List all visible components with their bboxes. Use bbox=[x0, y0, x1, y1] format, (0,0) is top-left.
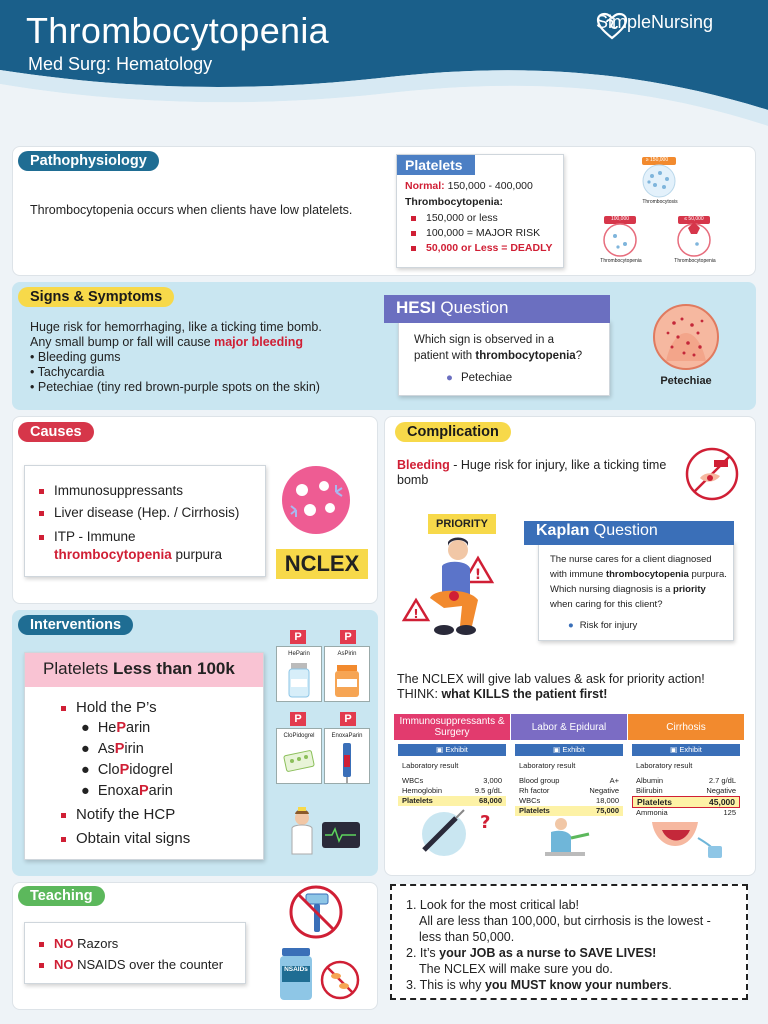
syringe-icon bbox=[394, 806, 510, 856]
platelet-level-item: 100,000 = MAJOR RISK bbox=[411, 226, 555, 241]
exhibit-tab[interactable]: ▣ Exhibit bbox=[515, 744, 623, 756]
lab-row: Albumin 2.7 g/dL bbox=[636, 776, 736, 785]
interventions-label: Interventions bbox=[18, 615, 133, 635]
thrombocytosis-caption: Thrombocytosis bbox=[642, 199, 678, 205]
drug-card-name: AsPirin bbox=[337, 651, 357, 657]
heart-logo-icon bbox=[596, 12, 628, 40]
p-badge: P bbox=[290, 712, 306, 726]
platelet-cluster-icon bbox=[280, 464, 352, 536]
takeaway-detail: All are less than 100,000, but cirrhosis is the lowest - less than 50,000. bbox=[419, 914, 711, 944]
pill-bottle-icon bbox=[325, 657, 369, 701]
platelet-level-item: 50,000 or Less = DEADLY bbox=[411, 241, 555, 256]
svg-text:!: ! bbox=[413, 607, 419, 621]
drug-item: ● AsPirin bbox=[81, 741, 144, 757]
lab-column-cirrhosis bbox=[628, 714, 744, 870]
lab-row-platelets: Platelets 68,000 bbox=[398, 796, 506, 806]
hesi-answer: ● Petechiae bbox=[446, 372, 513, 384]
nclex-badge: NCLEX bbox=[276, 549, 368, 579]
priority-badge: PRIORITY bbox=[428, 514, 496, 534]
ticking-bomb-icon bbox=[684, 446, 740, 502]
causes-label: Causes bbox=[18, 422, 94, 442]
takeaway-item: 1. Look for the most critical lab! bbox=[406, 898, 580, 912]
nclex-priority-note: The NCLEX will give lab values & ask for priority action! THINK: what KILLS the patient first! bbox=[397, 672, 705, 701]
vital-signs-item: Obtain vital signs bbox=[61, 828, 263, 849]
lab-row-platelets: Platelets 75,000 bbox=[515, 806, 623, 816]
kaplan-answer: ● Risk for injury bbox=[568, 620, 638, 631]
drug-card-name: CloPidogrel bbox=[283, 733, 315, 739]
normal-value: 150,000 - 400,000 bbox=[447, 180, 533, 192]
drug-card-name: EnoxaParin bbox=[331, 733, 363, 739]
lab-column-title: Cirrhosis bbox=[628, 714, 744, 740]
signs-symptoms-text bbox=[30, 320, 370, 395]
hesi-question-header: HESI Question bbox=[384, 295, 610, 323]
hesi-question-text: Which sign is observed in a patient with thrombocytopenia? bbox=[414, 334, 583, 362]
lab-row: Rh factor Negative bbox=[519, 786, 619, 795]
platelets-threshold-heading: Platelets Less than 100k bbox=[25, 653, 263, 687]
lab-column-labor-epidural bbox=[511, 714, 627, 870]
signs-bullet: • Petechiae (tiny red brown-purple spots on the skin) bbox=[30, 380, 320, 394]
page-header bbox=[0, 0, 768, 135]
thrombocytopenia-100k-badge: 100,000 bbox=[610, 216, 630, 222]
heparin-card bbox=[276, 646, 322, 702]
page-title: Thrombocytopenia bbox=[26, 10, 329, 51]
lab-column-title: Immunosuppressants & Surgery bbox=[394, 714, 510, 740]
drug-item: ● CloPidogrel bbox=[81, 762, 173, 778]
signs-bullet: • Bleeding gums bbox=[30, 350, 121, 364]
lab-result-label: Laboratory result bbox=[402, 761, 459, 770]
nsaids-bottle-label: NSAIDs bbox=[284, 966, 308, 973]
teaching-item: NO NSAIDS over the counter bbox=[39, 954, 235, 975]
exhibit-tab[interactable]: ▣ Exhibit bbox=[632, 744, 740, 756]
platelet-level-item: 150,000 or less bbox=[411, 211, 555, 226]
lab-row-platelets: Platelets 45,000 bbox=[632, 796, 740, 808]
epidural-patient-icon bbox=[511, 816, 627, 858]
p-badge: P bbox=[290, 630, 306, 644]
teaching-label: Teaching bbox=[18, 886, 105, 906]
p-badge: P bbox=[340, 712, 356, 726]
platelet-count-illustration bbox=[594, 154, 744, 270]
lab-row: WBCs 18,000 bbox=[519, 796, 619, 805]
signs-line-1: Huge risk for hemorrhaging, like a ticking time bomb. bbox=[30, 320, 322, 334]
lab-row: Hemoglobin 9.5 g/dL bbox=[402, 786, 502, 795]
kaplan-question-header: Kaplan Question bbox=[524, 521, 734, 545]
platelets-card-title: Platelets bbox=[397, 155, 475, 175]
blister-pack-icon bbox=[277, 739, 321, 783]
lab-row: Bilirubin Negative bbox=[636, 786, 736, 795]
aspirin-card bbox=[324, 646, 370, 702]
cause-item: Immunosuppressants bbox=[39, 480, 253, 502]
hold-ps-item: Hold the P’s bbox=[61, 697, 263, 718]
lab-result-label: Laboratory result bbox=[519, 761, 576, 770]
takeaway-item: 3. This is why you MUST know your numbers. bbox=[406, 978, 672, 992]
lab-row: WBCs 3,000 bbox=[402, 776, 502, 785]
page-subtitle: Med Surg: Hematology bbox=[28, 54, 213, 74]
takeaways-box bbox=[390, 884, 748, 1000]
lab-row: Ammonia 125 bbox=[636, 808, 736, 817]
vial-icon bbox=[277, 657, 321, 701]
lab-column-immunosuppressants bbox=[394, 714, 510, 870]
exhibit-tab[interactable]: ▣ Exhibit bbox=[398, 744, 506, 756]
normal-label: Normal: bbox=[405, 180, 445, 192]
thrombocytosis-badge: ≥ 150,000 bbox=[645, 157, 669, 163]
lab-result-label: Laboratory result bbox=[636, 761, 693, 770]
p-badge: P bbox=[340, 630, 356, 644]
thrombocytopenia-label: Thrombocytopenia: bbox=[405, 196, 504, 208]
clopidogrel-card bbox=[276, 728, 322, 784]
thrombocytopenia-50k-caption: Thrombocytopenia bbox=[674, 258, 716, 264]
signs-symptoms-label: Signs & Symptoms bbox=[18, 287, 174, 307]
lab-row: Blood group A+ bbox=[519, 776, 619, 785]
thrombocytopenia-100k-caption: Thrombocytopenia bbox=[600, 258, 642, 264]
takeaway-item: 2. It’s your JOB as a nurse to SAVE LIVES! bbox=[406, 946, 657, 960]
no-razors-icon bbox=[288, 884, 344, 940]
pathophysiology-label: Pathophysiology bbox=[18, 151, 159, 171]
brand-name: SimpleNursing bbox=[596, 12, 714, 32]
drug-item: ● EnoxaParin bbox=[81, 783, 173, 799]
takeaway-detail: The NCLEX will make sure you do. bbox=[419, 962, 613, 976]
teaching-item: NO Razors bbox=[39, 933, 235, 954]
cause-item: Liver disease (Hep. / Cirrhosis) bbox=[39, 502, 253, 524]
svg-text:?: ? bbox=[480, 812, 491, 833]
no-nsaids-icon bbox=[272, 944, 362, 1004]
complication-text: Bleeding - Huge risk for injury, like a ticking time bomb bbox=[397, 458, 667, 487]
brand-logo bbox=[596, 12, 713, 33]
injured-patient-icon bbox=[400, 536, 510, 642]
lab-column-title: Labor & Epidural bbox=[511, 714, 627, 740]
thrombocytopenia-50k-badge: ≤ 50,000 bbox=[684, 216, 704, 222]
signs-line-2: Any small bump or fall will cause major bleeding bbox=[30, 335, 304, 349]
complication-label: Complication bbox=[395, 422, 511, 442]
nurse-vital-signs-icon bbox=[288, 804, 364, 860]
teaching-card bbox=[24, 922, 246, 984]
cause-item-itp: ITP - Immune thrombocytopenia purpura bbox=[39, 528, 253, 564]
drug-item: ● HeParin bbox=[81, 720, 151, 736]
notify-hcp-item: Notify the HCP bbox=[61, 804, 263, 825]
platelets-card bbox=[396, 154, 564, 268]
prefilled-syringe-icon bbox=[325, 739, 369, 783]
kaplan-question-text: The nurse cares for a client diagnosed with immune thrombocytopenia purpura. Which nursing diagnosis is a priority when caring for this client? bbox=[550, 554, 727, 610]
petechiae-skin-icon bbox=[652, 303, 720, 371]
petechiae-caption: Petechiae bbox=[660, 375, 712, 387]
causes-card bbox=[24, 465, 266, 577]
svg-text:!: ! bbox=[474, 567, 482, 583]
cirrhosis-abdomen-icon bbox=[628, 818, 744, 860]
pathophysiology-text: Thrombocytopenia occurs when clients have low platelets. bbox=[30, 203, 353, 217]
drug-card-name: HeParin bbox=[288, 651, 310, 657]
enoxaparin-card bbox=[324, 728, 370, 784]
signs-bullet: • Tachycardia bbox=[30, 365, 105, 379]
interventions-card bbox=[24, 652, 264, 860]
